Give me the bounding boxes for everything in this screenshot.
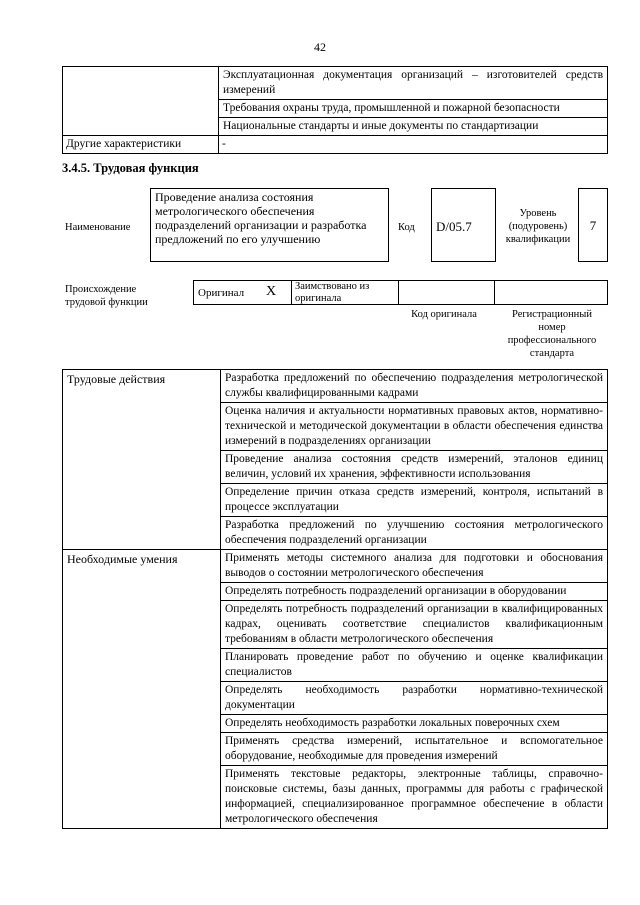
list-item: Эксплуатационная документация организаций – изготовителей средств измерений bbox=[219, 67, 607, 100]
section-heading: 3.4.5. Трудовая функция bbox=[62, 161, 199, 175]
origin-label: Происхождение трудовой функции bbox=[65, 284, 148, 308]
list-item: Проведение анализа состояния средств измерений, эталонов единиц величин, условий их хранения, эффективности использования bbox=[221, 451, 607, 484]
name-label: Наименование bbox=[65, 222, 131, 233]
code-original-label: Код оригинала bbox=[411, 309, 477, 320]
list-item: Разработка предложений по улучшению состояния метрологического обеспечения подразделений организации bbox=[225, 519, 603, 546]
original-label: Оригинал bbox=[198, 287, 245, 299]
list-item: Определять необходимость разработки нормативно-технической документации bbox=[221, 682, 607, 715]
table-row bbox=[63, 67, 608, 136]
list-item: Применять средства измерений, испытательное и вспомогательное оборудование, необходимые для проведения измерений bbox=[221, 733, 607, 766]
list-item: Определять потребность подразделений организации в оборудовании bbox=[221, 583, 607, 601]
list-item: Планировать проведение работ по обучению и оценке квалификации специалистов bbox=[221, 649, 607, 682]
original-mark: X bbox=[266, 284, 277, 299]
row-value: - bbox=[219, 136, 608, 154]
divider bbox=[291, 280, 292, 305]
list-item: Разработка предложений по обеспечению подразделения метрологической службы квалифицированными кадрами bbox=[221, 370, 607, 403]
divider bbox=[398, 280, 399, 305]
list-item: Определять необходимость разработки локальных поверочных схем bbox=[221, 715, 607, 733]
list-item: Применять текстовые редакторы, электронные таблицы, справочно-поисковые системы, базы данных, программы для работы с графической информацией, специализированное программное обеспечение в области метрологического обеспечения bbox=[225, 768, 603, 825]
origin-row bbox=[193, 280, 608, 305]
table-row bbox=[63, 370, 608, 550]
function-name: Проведение анализа состояния метрологического обеспечения подразделений организации и разработка предложений по его улучшению bbox=[155, 190, 367, 246]
code-box bbox=[431, 188, 496, 262]
level-box bbox=[578, 188, 608, 262]
group-label-skills: Необходимые умения bbox=[63, 550, 221, 829]
group-label-actions: Трудовые действия bbox=[63, 370, 221, 550]
reg-number-label: Регистрационный номер профессионального стандарта bbox=[507, 309, 597, 359]
borrowed-label: Заимствовано из оригинала bbox=[295, 281, 370, 304]
top-table bbox=[62, 66, 608, 154]
row-label bbox=[63, 67, 219, 136]
list-item: Определение причин отказа средств измерений, контроля, испытаний в процессе эксплуатации bbox=[221, 484, 607, 517]
code-value: D/05.7 bbox=[436, 219, 472, 234]
table-row bbox=[63, 550, 608, 829]
function-name-box bbox=[150, 188, 389, 262]
list-item: Применять методы системного анализа для подготовки и обоснования выводов о состоянии метрологического обеспечения bbox=[221, 550, 607, 583]
divider bbox=[494, 280, 495, 305]
list-item: Определять потребность подразделений организации в квалифицированных кадрах, оценивать соответствие специалистов квалификационным требованиям в области метрологического обеспечения bbox=[221, 601, 607, 649]
actions-items bbox=[221, 370, 608, 550]
skills-items bbox=[221, 550, 608, 829]
row-items bbox=[219, 67, 608, 136]
main-table bbox=[62, 369, 608, 829]
row-label: Другие характеристики bbox=[63, 136, 219, 154]
list-item: Оценка наличия и актуальности нормативных правовых актов, нормативно-технической и методической документации в области обеспечения единства измерений в подразделениях организации bbox=[221, 403, 607, 451]
code-label: Код bbox=[398, 222, 415, 233]
list-item: Требования охраны труда, промышленной и пожарной безопасности bbox=[219, 100, 607, 118]
list-item: Национальные стандарты и иные документы по стандартизации bbox=[223, 120, 539, 132]
level-value: 7 bbox=[589, 218, 597, 233]
table-row bbox=[63, 136, 608, 154]
level-label: Уровень (подуровень) квалификации bbox=[505, 208, 571, 245]
page-number: 42 bbox=[314, 40, 326, 54]
